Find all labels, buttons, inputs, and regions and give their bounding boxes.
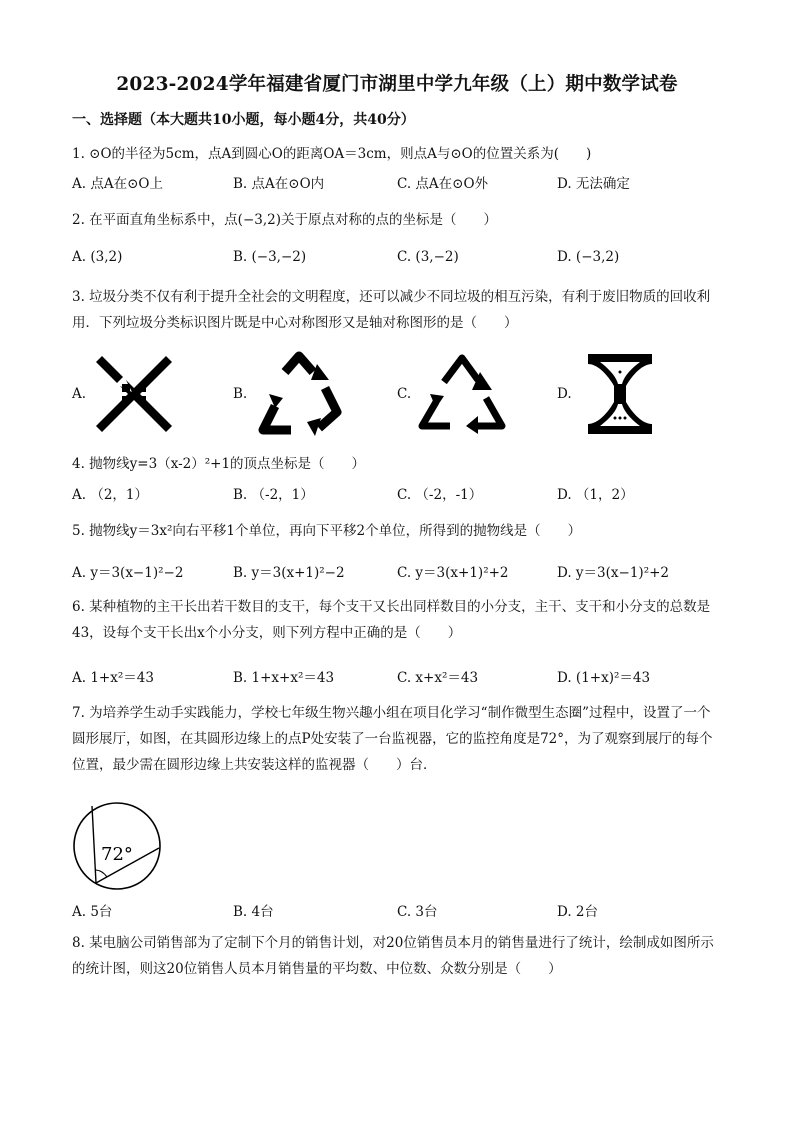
- q6-option-d[interactable]: D. (1+x)²＝43: [557, 670, 651, 686]
- q4-option-b[interactable]: B. （-2，1）: [233, 487, 314, 503]
- q4-option-a[interactable]: A. （2，1）: [72, 487, 149, 503]
- q4-option-c[interactable]: C. （-2，-1）: [397, 487, 483, 503]
- q3-option-d[interactable]: D.: [557, 386, 572, 402]
- q2-option-a[interactable]: A. (3,2): [72, 249, 123, 265]
- q7-option-a[interactable]: A. 5台: [72, 904, 113, 920]
- q5-option-c[interactable]: C. y＝3(x+1)²+2: [397, 565, 509, 581]
- q6-option-a[interactable]: A. 1+x²＝43: [72, 670, 154, 686]
- q1-option-a[interactable]: A. 点A在⊙O上: [72, 176, 163, 192]
- q1-option-b[interactable]: B. 点A在⊙O内: [233, 176, 325, 192]
- angle-label: 72°: [101, 844, 133, 865]
- circle-figure: [70, 800, 168, 892]
- recycle-triangle-bold-icon: [255, 350, 343, 436]
- q5-option-d[interactable]: D. y＝3(x−1)²+2: [557, 565, 670, 581]
- q3-option-c[interactable]: C.: [397, 386, 412, 402]
- q5-option-b[interactable]: B. y＝3(x+1)²−2: [233, 565, 345, 581]
- question-1: 1. ⊙O的半径为5cm，点A到圆心O的距离OA＝3cm，则点A与⊙O的位置关系为( ): [72, 146, 592, 162]
- q3-option-a[interactable]: A.: [72, 386, 87, 402]
- q1-option-c[interactable]: C. 点A在⊙O外: [397, 176, 489, 192]
- q4-option-d[interactable]: D. （1，2）: [557, 487, 634, 503]
- q7-option-d[interactable]: D. 2台: [557, 904, 599, 920]
- cross-arrows-icon: [94, 354, 174, 434]
- section-heading: 一、选择题（本大题共10小题，每小题4分，共40分）: [72, 112, 415, 128]
- q2-option-c[interactable]: C. (3,−2): [397, 249, 459, 265]
- question-5: 5. 抛物线y＝3x²向右平移1个单位，再向下平移2个单位，所得到的抛物线是（ ）: [72, 523, 582, 539]
- q2-option-d[interactable]: D. (−3,2): [557, 249, 620, 265]
- q2-option-b[interactable]: B. (−3,−2): [233, 249, 307, 265]
- q6-option-b[interactable]: B. 1+x+x²＝43: [233, 670, 335, 686]
- q7-option-c[interactable]: C. 3台: [397, 904, 438, 920]
- question-6: 6. 某种植物的主干长出若干数目的支干，每个支干又长出同样数目的小分支，主干、支干和小分支的总数是43，设每个支干长出x个小分支，则下列方程中正确的是（ ）: [72, 599, 711, 641]
- q3-option-b[interactable]: B.: [233, 386, 248, 402]
- q6-option-c[interactable]: C. x+x²＝43: [397, 670, 479, 686]
- hourglass-icon: [584, 352, 656, 436]
- page-title: 2023-2024学年福建省厦门市湖里中学九年级（上）期中数学试卷: [116, 74, 678, 95]
- question-3: 3. 垃圾分类不仅有利于提升全社会的文明程度，还可以减少不同垃圾的相互污染，有利于废旧物质的回收利用．下列垃圾分类标识图片既是中心对称图形又是轴对称图形的是（ ）: [72, 289, 711, 331]
- question-4: 4. 抛物线y=3（x-2）²+1的顶点坐标是（ ）: [72, 456, 366, 472]
- q1-option-d[interactable]: D. 无法确定: [557, 176, 630, 192]
- question-7: 7. 为培养学生动手实践能力，学校七年级生物兴趣小组在项目化学习“制作微型生态圈”过程中，设置了一个圆形展厅，如图，在其圆形边缘上的点P处安装了一台监视器，它的监控角度是72°，为了观察到展厅的每个位置，最少需在圆形边缘上共安装这样的监视器（ ）台．: [72, 705, 713, 773]
- question-8: 8. 某电脑公司销售部为了定制下个月的销售计划，对20位销售员本月的销售量进行了统计，绘制成如图所示的统计图，则这20位销售人员本月销售量的平均数、中位数、众数分别是（ ）: [72, 935, 714, 977]
- q7-option-b[interactable]: B. 4台: [233, 904, 274, 920]
- recycle-triangle-outline-icon: [418, 354, 506, 434]
- q5-option-a[interactable]: A. y＝3(x−1)²−2: [72, 565, 184, 581]
- question-2: 2. 在平面直角坐标系中，点(−3,2)关于原点对称的点的坐标是（ ）: [72, 212, 497, 228]
